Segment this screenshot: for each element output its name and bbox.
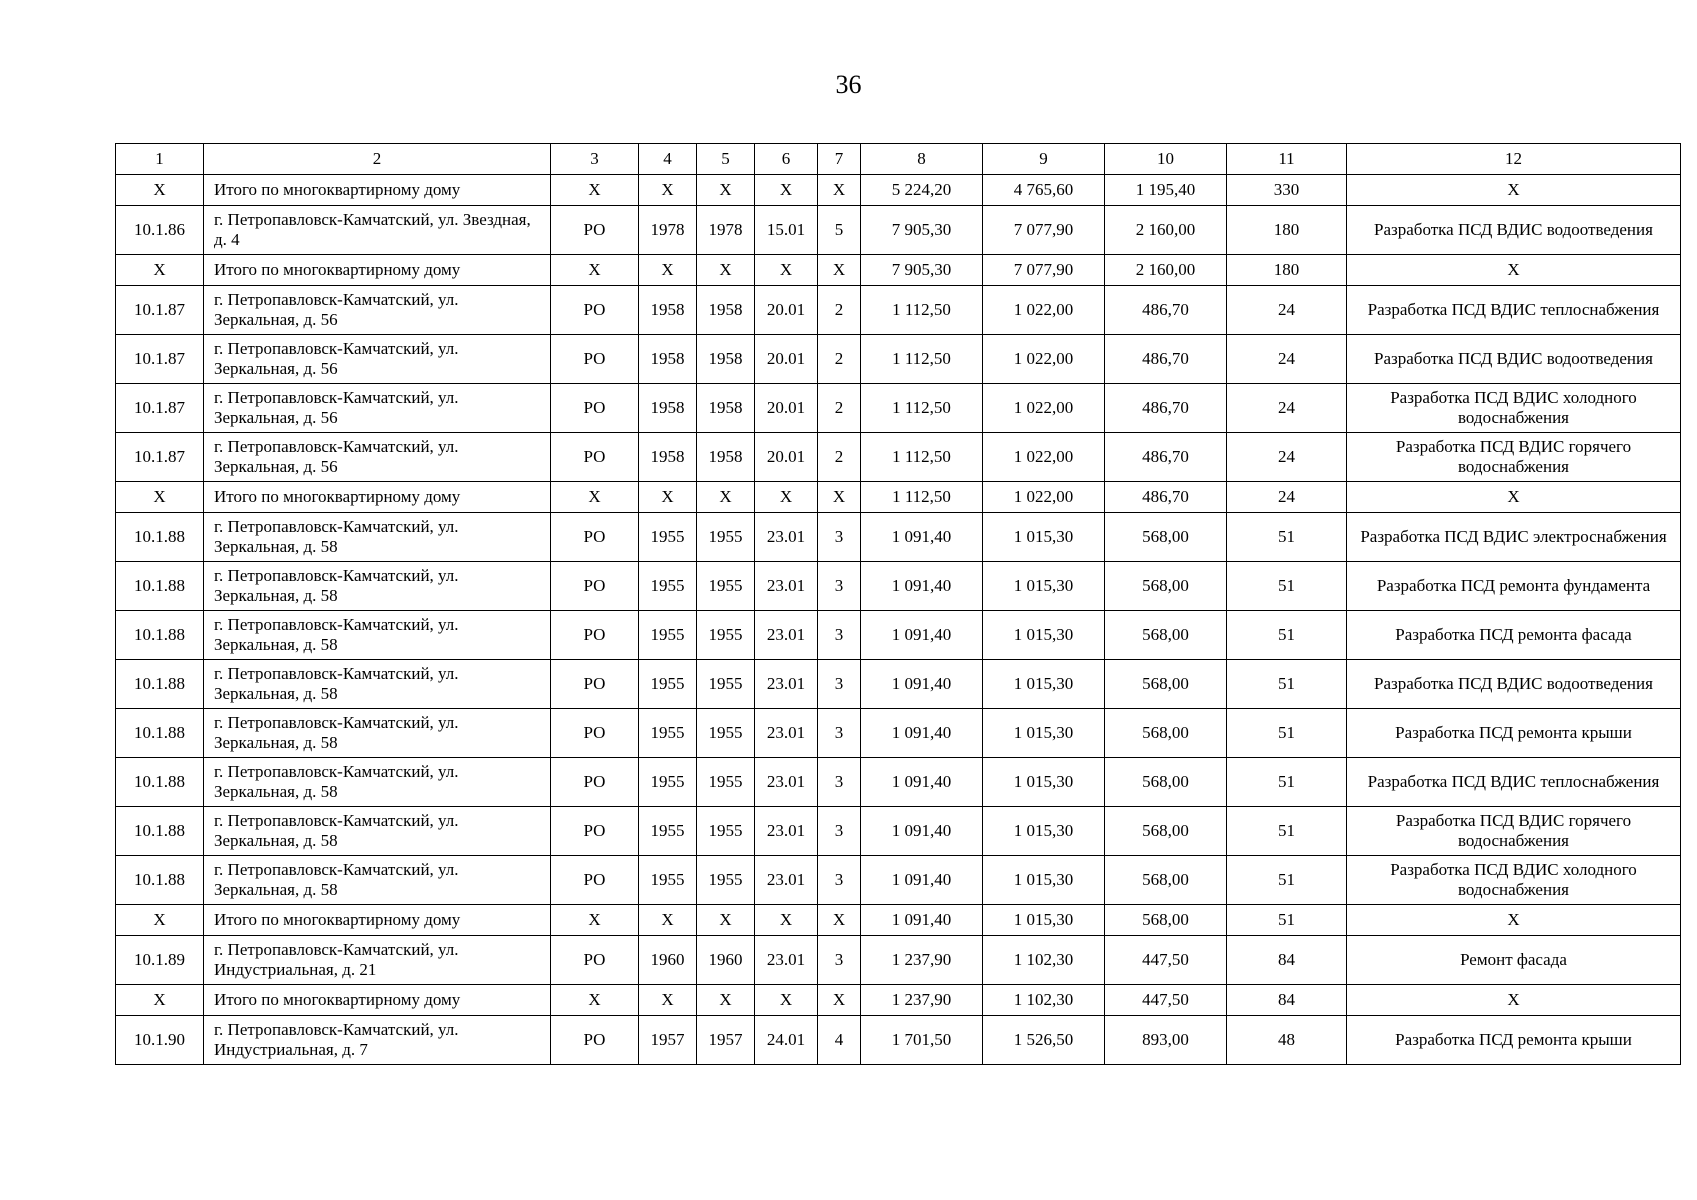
table-cell: X bbox=[551, 985, 639, 1016]
table-cell: 1 015,30 bbox=[983, 905, 1105, 936]
table-cell: 486,70 bbox=[1105, 286, 1227, 335]
table-cell: 1 112,50 bbox=[861, 482, 983, 513]
table-cell: X bbox=[639, 255, 697, 286]
table-cell: Итого по многоквартирному дому bbox=[204, 175, 551, 206]
table-cell: 10.1.88 bbox=[116, 807, 204, 856]
table-cell: РО bbox=[551, 286, 639, 335]
table-cell: X bbox=[116, 985, 204, 1016]
table-cell: г. Петропавловск-Камчатский, ул. Зеркальная, д. 58 bbox=[204, 856, 551, 905]
table-cell: Разработка ПСД ВДИС водоотведения bbox=[1347, 206, 1681, 255]
table-cell: 2 bbox=[818, 384, 861, 433]
table-cell: 10.1.88 bbox=[116, 856, 204, 905]
table-cell: 1955 bbox=[697, 758, 755, 807]
column-number: 9 bbox=[983, 144, 1105, 175]
table-cell: Итого по многоквартирному дому bbox=[204, 482, 551, 513]
table-cell: X bbox=[551, 905, 639, 936]
table-cell: 1 015,30 bbox=[983, 611, 1105, 660]
table-cell: 3 bbox=[818, 562, 861, 611]
table-cell: Итого по многоквартирному дому bbox=[204, 905, 551, 936]
table-cell: 1958 bbox=[697, 335, 755, 384]
table-cell: 568,00 bbox=[1105, 611, 1227, 660]
table-cell: 10.1.88 bbox=[116, 758, 204, 807]
table-cell: 51 bbox=[1227, 856, 1347, 905]
table-cell: X bbox=[1347, 255, 1681, 286]
table-cell: 1 091,40 bbox=[861, 513, 983, 562]
table-cell: 15.01 bbox=[755, 206, 818, 255]
table-cell: 10.1.87 bbox=[116, 433, 204, 482]
table-cell: г. Петропавловск-Камчатский, ул. Зеркальная, д. 56 bbox=[204, 384, 551, 433]
table-cell: 568,00 bbox=[1105, 856, 1227, 905]
table-cell: X bbox=[755, 175, 818, 206]
table-cell: 1 701,50 bbox=[861, 1016, 983, 1065]
table-body bbox=[116, 144, 1681, 1065]
table-cell: Разработка ПСД ВДИС холодного водоснабжения bbox=[1347, 384, 1681, 433]
table-cell: 1958 bbox=[697, 286, 755, 335]
table-cell: X bbox=[697, 985, 755, 1016]
table-cell: 1955 bbox=[639, 611, 697, 660]
table-cell: 1 015,30 bbox=[983, 562, 1105, 611]
total-row bbox=[116, 905, 1681, 936]
table-cell: 180 bbox=[1227, 206, 1347, 255]
table-cell: 1955 bbox=[697, 807, 755, 856]
table-cell: 1 015,30 bbox=[983, 807, 1105, 856]
table-row bbox=[116, 433, 1681, 482]
table-row bbox=[116, 758, 1681, 807]
table-cell: 20.01 bbox=[755, 433, 818, 482]
table-cell: 1 237,90 bbox=[861, 985, 983, 1016]
table-cell: 1955 bbox=[639, 758, 697, 807]
column-number: 11 bbox=[1227, 144, 1347, 175]
table-cell: 2 160,00 bbox=[1105, 255, 1227, 286]
table-cell: 48 bbox=[1227, 1016, 1347, 1065]
table-cell: X bbox=[755, 255, 818, 286]
table-cell: 24.01 bbox=[755, 1016, 818, 1065]
table-cell: 24 bbox=[1227, 286, 1347, 335]
table-cell: 51 bbox=[1227, 660, 1347, 709]
table-cell: 180 bbox=[1227, 255, 1347, 286]
table-cell: Итого по многоквартирному дому bbox=[204, 985, 551, 1016]
table-cell: Разработка ПСД ВДИС водоотведения bbox=[1347, 660, 1681, 709]
registry-table bbox=[115, 143, 1681, 1065]
table-cell: г. Петропавловск-Камчатский, ул. Зеркальная, д. 56 bbox=[204, 286, 551, 335]
table-cell: 23.01 bbox=[755, 513, 818, 562]
table-cell: Разработка ПСД ремонта крыши bbox=[1347, 1016, 1681, 1065]
table-cell: г. Петропавловск-Камчатский, ул. Зеркальная, д. 58 bbox=[204, 758, 551, 807]
table-cell: 23.01 bbox=[755, 807, 818, 856]
table-cell: 1 112,50 bbox=[861, 286, 983, 335]
table-cell: 1958 bbox=[639, 433, 697, 482]
table-cell: 1 237,90 bbox=[861, 936, 983, 985]
table-cell: 1 091,40 bbox=[861, 611, 983, 660]
table-cell: 1 091,40 bbox=[861, 562, 983, 611]
table-cell: 51 bbox=[1227, 562, 1347, 611]
table-cell: 10.1.88 bbox=[116, 611, 204, 660]
table-row bbox=[116, 1016, 1681, 1065]
table-cell: 1 015,30 bbox=[983, 758, 1105, 807]
table-cell: 447,50 bbox=[1105, 936, 1227, 985]
table-cell: Разработка ПСД ВДИС горячего водоснабжения bbox=[1347, 807, 1681, 856]
table-cell: 568,00 bbox=[1105, 905, 1227, 936]
table-cell: 1958 bbox=[697, 384, 755, 433]
table-cell: 568,00 bbox=[1105, 513, 1227, 562]
table-row bbox=[116, 384, 1681, 433]
table-cell: 1 526,50 bbox=[983, 1016, 1105, 1065]
table-cell: 10.1.86 bbox=[116, 206, 204, 255]
table-cell: 23.01 bbox=[755, 660, 818, 709]
table-cell: РО bbox=[551, 513, 639, 562]
table-cell: 1958 bbox=[639, 335, 697, 384]
total-row bbox=[116, 175, 1681, 206]
table-cell: 7 077,90 bbox=[983, 255, 1105, 286]
table-cell: 51 bbox=[1227, 513, 1347, 562]
total-row bbox=[116, 255, 1681, 286]
table-cell: 1978 bbox=[697, 206, 755, 255]
table-cell: 1 022,00 bbox=[983, 482, 1105, 513]
table-cell: 23.01 bbox=[755, 856, 818, 905]
page-number: 36 bbox=[835, 70, 862, 99]
table-cell: X bbox=[639, 482, 697, 513]
table-cell: 5 224,20 bbox=[861, 175, 983, 206]
total-row bbox=[116, 482, 1681, 513]
table-cell: 1955 bbox=[639, 562, 697, 611]
table-cell: 24 bbox=[1227, 482, 1347, 513]
table-row bbox=[116, 335, 1681, 384]
table-cell: 1955 bbox=[697, 856, 755, 905]
table-row bbox=[116, 611, 1681, 660]
table-cell: X bbox=[755, 985, 818, 1016]
table-cell: X bbox=[697, 905, 755, 936]
table-cell: 1958 bbox=[639, 286, 697, 335]
table-cell: 1 022,00 bbox=[983, 433, 1105, 482]
table-cell: 51 bbox=[1227, 758, 1347, 807]
table-cell: X bbox=[1347, 482, 1681, 513]
table-cell: г. Петропавловск-Камчатский, ул. Зеркальная, д. 58 bbox=[204, 807, 551, 856]
table-cell: 3 bbox=[818, 856, 861, 905]
table-row bbox=[116, 660, 1681, 709]
table-cell: Разработка ПСД ВДИС электроснабжения bbox=[1347, 513, 1681, 562]
table-cell: РО bbox=[551, 335, 639, 384]
table-cell: 1 015,30 bbox=[983, 709, 1105, 758]
table-cell: 1 015,30 bbox=[983, 856, 1105, 905]
table-cell: 51 bbox=[1227, 905, 1347, 936]
table-cell: 1958 bbox=[697, 433, 755, 482]
table-cell: 1 091,40 bbox=[861, 807, 983, 856]
table-cell: 568,00 bbox=[1105, 660, 1227, 709]
table-cell: 10.1.88 bbox=[116, 709, 204, 758]
table-cell: 51 bbox=[1227, 709, 1347, 758]
table-cell: г. Петропавловск-Камчатский, ул. Индустриальная, д. 21 bbox=[204, 936, 551, 985]
table-cell: 1 091,40 bbox=[861, 660, 983, 709]
table-cell: 23.01 bbox=[755, 562, 818, 611]
table-cell: 24 bbox=[1227, 335, 1347, 384]
table-cell: 51 bbox=[1227, 611, 1347, 660]
table-row bbox=[116, 562, 1681, 611]
table-cell: Разработка ПСД ВДИС водоотведения bbox=[1347, 335, 1681, 384]
table-cell: 2 bbox=[818, 335, 861, 384]
table-cell: РО bbox=[551, 807, 639, 856]
column-number: 4 bbox=[639, 144, 697, 175]
table-cell: 447,50 bbox=[1105, 985, 1227, 1016]
table-cell: 893,00 bbox=[1105, 1016, 1227, 1065]
table-cell: 23.01 bbox=[755, 709, 818, 758]
table-cell: 51 bbox=[1227, 807, 1347, 856]
table-cell: 24 bbox=[1227, 433, 1347, 482]
table-cell: X bbox=[1347, 905, 1681, 936]
table-cell: г. Петропавловск-Камчатский, ул. Зеркальная, д. 58 bbox=[204, 660, 551, 709]
table-cell: 10.1.88 bbox=[116, 660, 204, 709]
table-cell: 10.1.87 bbox=[116, 335, 204, 384]
table-cell: РО bbox=[551, 758, 639, 807]
table-cell: X bbox=[551, 482, 639, 513]
table-cell: 3 bbox=[818, 709, 861, 758]
table-cell: 3 bbox=[818, 660, 861, 709]
table-cell: г. Петропавловск-Камчатский, ул. Зеркальная, д. 58 bbox=[204, 709, 551, 758]
table-cell: 568,00 bbox=[1105, 807, 1227, 856]
table-row bbox=[116, 936, 1681, 985]
table-cell: РО bbox=[551, 709, 639, 758]
table-cell: 23.01 bbox=[755, 936, 818, 985]
table-cell: X bbox=[639, 905, 697, 936]
table-cell: 84 bbox=[1227, 936, 1347, 985]
table-cell: 568,00 bbox=[1105, 562, 1227, 611]
table-cell: 1955 bbox=[697, 513, 755, 562]
table-cell: 3 bbox=[818, 513, 861, 562]
table-cell: 20.01 bbox=[755, 335, 818, 384]
table-cell: 1 015,30 bbox=[983, 513, 1105, 562]
table-cell: 568,00 bbox=[1105, 758, 1227, 807]
table-cell: X bbox=[755, 905, 818, 936]
table-cell: 1 022,00 bbox=[983, 384, 1105, 433]
table-cell: 1 195,40 bbox=[1105, 175, 1227, 206]
table-cell: 1 102,30 bbox=[983, 936, 1105, 985]
table-cell: 1957 bbox=[639, 1016, 697, 1065]
table-cell: 10.1.88 bbox=[116, 513, 204, 562]
table-cell: 1955 bbox=[639, 856, 697, 905]
table-cell: Разработка ПСД ВДИС теплоснабжения bbox=[1347, 286, 1681, 335]
table-cell: РО bbox=[551, 660, 639, 709]
table-cell: 84 bbox=[1227, 985, 1347, 1016]
table-cell: 1 022,00 bbox=[983, 335, 1105, 384]
table-cell: X bbox=[1347, 985, 1681, 1016]
table-cell: 486,70 bbox=[1105, 482, 1227, 513]
table-cell: Разработка ПСД ВДИС горячего водоснабжения bbox=[1347, 433, 1681, 482]
table-cell: РО bbox=[551, 611, 639, 660]
table-cell: 10.1.87 bbox=[116, 286, 204, 335]
table-cell: 5 bbox=[818, 206, 861, 255]
table-cell: г. Петропавловск-Камчатский, ул. Зеркальная, д. 58 bbox=[204, 611, 551, 660]
table-cell: 1 112,50 bbox=[861, 433, 983, 482]
table-cell: 486,70 bbox=[1105, 384, 1227, 433]
table-cell: г. Петропавловск-Камчатский, ул. Зеркальная, д. 58 bbox=[204, 562, 551, 611]
table-cell: РО bbox=[551, 1016, 639, 1065]
table-cell: 2 bbox=[818, 286, 861, 335]
table-cell: 1 112,50 bbox=[861, 384, 983, 433]
table-cell: 1 022,00 bbox=[983, 286, 1105, 335]
table-cell: 1 091,40 bbox=[861, 856, 983, 905]
table-cell: РО bbox=[551, 856, 639, 905]
table-cell: X bbox=[116, 482, 204, 513]
table-cell: 7 905,30 bbox=[861, 255, 983, 286]
column-number: 7 bbox=[818, 144, 861, 175]
table-cell: г. Петропавловск-Камчатский, ул. Зеркальная, д. 56 bbox=[204, 335, 551, 384]
column-number: 5 bbox=[697, 144, 755, 175]
table-cell: 330 bbox=[1227, 175, 1347, 206]
table-cell: г. Петропавловск-Камчатский, ул. Зеркальная, д. 58 bbox=[204, 513, 551, 562]
table-cell: X bbox=[116, 175, 204, 206]
table-cell: РО bbox=[551, 206, 639, 255]
table-cell: 1955 bbox=[639, 709, 697, 758]
table-cell: X bbox=[697, 175, 755, 206]
table-row bbox=[116, 513, 1681, 562]
column-number: 10 bbox=[1105, 144, 1227, 175]
column-number: 3 bbox=[551, 144, 639, 175]
table-cell: X bbox=[551, 255, 639, 286]
table-cell: 23.01 bbox=[755, 758, 818, 807]
table-row bbox=[116, 286, 1681, 335]
table-cell: X bbox=[818, 985, 861, 1016]
table-cell: 1 102,30 bbox=[983, 985, 1105, 1016]
table-cell: 20.01 bbox=[755, 286, 818, 335]
table-cell: X bbox=[818, 175, 861, 206]
table-cell: 4 bbox=[818, 1016, 861, 1065]
table-cell: 1958 bbox=[639, 384, 697, 433]
table-row bbox=[116, 709, 1681, 758]
table-cell: 1 015,30 bbox=[983, 660, 1105, 709]
table-cell: X bbox=[818, 905, 861, 936]
table-cell: 3 bbox=[818, 807, 861, 856]
table-cell: г. Петропавловск-Камчатский, ул. Звездная, д. 4 bbox=[204, 206, 551, 255]
table-cell: X bbox=[697, 255, 755, 286]
table-row bbox=[116, 807, 1681, 856]
table-cell: 1955 bbox=[697, 562, 755, 611]
table-row bbox=[116, 856, 1681, 905]
table-cell: X bbox=[639, 175, 697, 206]
table-cell: 7 077,90 bbox=[983, 206, 1105, 255]
table-cell: 1955 bbox=[639, 807, 697, 856]
table-cell: X bbox=[116, 905, 204, 936]
table-cell: Ремонт фасада bbox=[1347, 936, 1681, 985]
table-cell: 1955 bbox=[639, 513, 697, 562]
table-cell: 1 091,40 bbox=[861, 709, 983, 758]
table-cell: X bbox=[551, 175, 639, 206]
table-cell: 4 765,60 bbox=[983, 175, 1105, 206]
table-cell: X bbox=[697, 482, 755, 513]
table-cell: Разработка ПСД ВДИС теплоснабжения bbox=[1347, 758, 1681, 807]
table-cell: 2 bbox=[818, 433, 861, 482]
table-row bbox=[116, 206, 1681, 255]
table-cell: Разработка ПСД ремонта крыши bbox=[1347, 709, 1681, 758]
column-number-row bbox=[116, 144, 1681, 175]
column-number: 6 bbox=[755, 144, 818, 175]
table-cell: 486,70 bbox=[1105, 433, 1227, 482]
table-cell: 10.1.88 bbox=[116, 562, 204, 611]
table-cell: 1955 bbox=[639, 660, 697, 709]
table-cell: 1955 bbox=[697, 709, 755, 758]
table-cell: 1955 bbox=[697, 660, 755, 709]
table-cell: X bbox=[818, 482, 861, 513]
column-number: 2 bbox=[204, 144, 551, 175]
table-cell: 1960 bbox=[639, 936, 697, 985]
table-cell: 2 160,00 bbox=[1105, 206, 1227, 255]
table-cell: 24 bbox=[1227, 384, 1347, 433]
table-cell: РО bbox=[551, 936, 639, 985]
table-cell: 1978 bbox=[639, 206, 697, 255]
table-cell: 3 bbox=[818, 611, 861, 660]
table-cell: 1 091,40 bbox=[861, 758, 983, 807]
total-row bbox=[116, 985, 1681, 1016]
table-cell: X bbox=[1347, 175, 1681, 206]
table-cell: 1955 bbox=[697, 611, 755, 660]
table-cell: Разработка ПСД ремонта фундамента bbox=[1347, 562, 1681, 611]
table-cell: 20.01 bbox=[755, 384, 818, 433]
table-cell: 1960 bbox=[697, 936, 755, 985]
table-cell: X bbox=[116, 255, 204, 286]
table-cell: Итого по многоквартирному дому bbox=[204, 255, 551, 286]
table-cell: X bbox=[639, 985, 697, 1016]
table-cell: 10.1.87 bbox=[116, 384, 204, 433]
column-number: 8 bbox=[861, 144, 983, 175]
table-cell: РО bbox=[551, 562, 639, 611]
table-cell: Разработка ПСД ремонта фасада bbox=[1347, 611, 1681, 660]
table-cell: 568,00 bbox=[1105, 709, 1227, 758]
table-cell: 10.1.89 bbox=[116, 936, 204, 985]
table-cell: РО bbox=[551, 384, 639, 433]
table-cell: 7 905,30 bbox=[861, 206, 983, 255]
column-number: 1 bbox=[116, 144, 204, 175]
table-cell: 1957 bbox=[697, 1016, 755, 1065]
table-cell: 486,70 bbox=[1105, 335, 1227, 384]
table-cell: РО bbox=[551, 433, 639, 482]
table-cell: 1 091,40 bbox=[861, 905, 983, 936]
table-cell: г. Петропавловск-Камчатский, ул. Зеркальная, д. 56 bbox=[204, 433, 551, 482]
table-cell: 3 bbox=[818, 936, 861, 985]
table-cell: X bbox=[755, 482, 818, 513]
column-number: 12 bbox=[1347, 144, 1681, 175]
table-cell: 23.01 bbox=[755, 611, 818, 660]
table-cell: 1 112,50 bbox=[861, 335, 983, 384]
table-cell: г. Петропавловск-Камчатский, ул. Индустриальная, д. 7 bbox=[204, 1016, 551, 1065]
table-cell: Разработка ПСД ВДИС холодного водоснабжения bbox=[1347, 856, 1681, 905]
table-cell: X bbox=[818, 255, 861, 286]
table-cell: 3 bbox=[818, 758, 861, 807]
table-cell: 10.1.90 bbox=[116, 1016, 204, 1065]
